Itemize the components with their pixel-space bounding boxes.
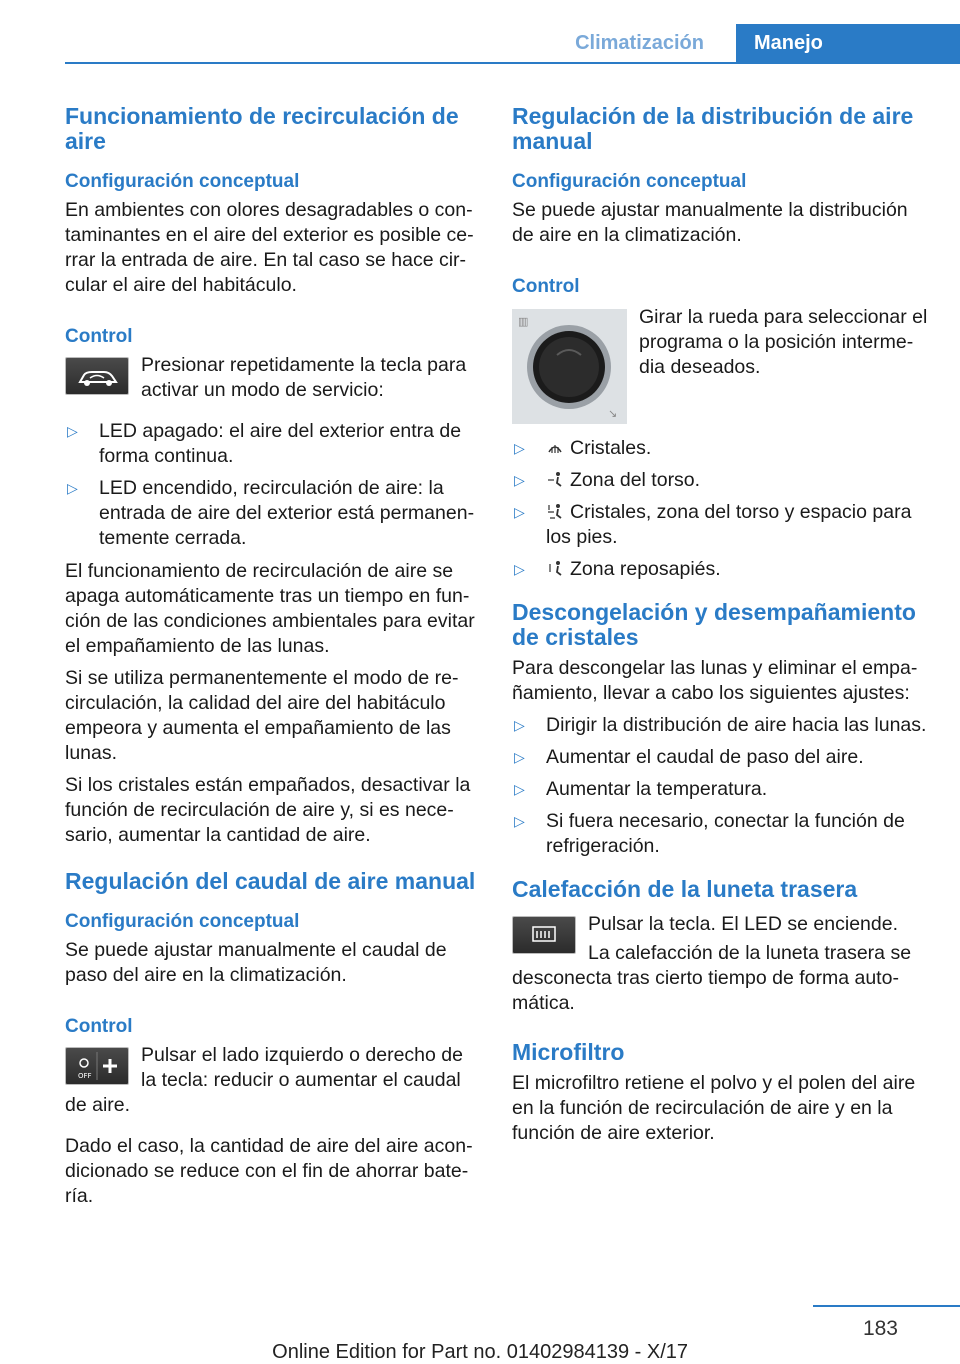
tab-manejo[interactable]: Manejo	[736, 24, 960, 62]
list-item: ▷ Zona reposapiés.	[514, 558, 721, 580]
subsection-concept: Configuración conceptual	[65, 171, 300, 192]
subsection-control: Control	[65, 1016, 133, 1037]
control-text: Presionar repetidamente la tecla para activar un modo de servicio:	[141, 354, 467, 401]
control-text: La calefacción de la luneta trasera se desconecta tras cierto tiempo de forma automática.	[512, 942, 912, 1014]
control-block	[512, 912, 932, 1020]
subsection-control: Control	[512, 276, 580, 297]
svg-text:OFF: OFF	[78, 1072, 92, 1080]
car-recirculation-icon	[66, 358, 128, 394]
svg-text:▥: ▥	[518, 315, 529, 328]
fan-button-image	[65, 1047, 129, 1085]
paragraph: Si se utiliza permanentemente el modo de recirculación, la calidad del aire del habitáculo empeora y aumenta el empañamiento de las lunas.	[65, 667, 459, 764]
paragraph: Para descongelar las lunas y eliminar el empañamiento, llevar a cabo los siguientes ajustes:	[512, 657, 918, 704]
header-bar	[65, 24, 960, 64]
torso-airflow-icon	[546, 471, 564, 489]
defrost-list	[512, 713, 932, 859]
distribution-list	[512, 436, 932, 582]
subsection-concept: Configuración conceptual	[512, 171, 747, 192]
triangle-bullet-icon: ▷	[67, 423, 78, 439]
control-text: Pulsar la tecla. El LED se enciende.	[588, 913, 899, 935]
paragraph: Se puede ajustar manualmente la distribución de aire en la climatización.	[512, 199, 908, 246]
paragraph: El funcionamiento de recirculación de aire se apaga automáticamente tras un tiempo en función de las condiciones ambientales para evitar el empañamiento de las lunas.	[65, 560, 475, 657]
control-block	[512, 305, 932, 424]
paragraph: Si los cristales están empañados, desactivar la función de recirculación de aire y, si es necesario, aumentar la cantidad de aire.	[65, 774, 471, 846]
section-title-distribution: Regulación de la distribución de aire manual	[512, 103, 914, 154]
windshield-icon	[546, 439, 564, 457]
rotary-knob-icon	[512, 309, 627, 424]
all-zones-airflow-icon	[546, 503, 564, 521]
paragraph: Dado el caso, la cantidad de aire del aire acondicionado se reduce con el fin de ahorrar batería.	[65, 1135, 473, 1207]
section-title-defrost: Descongelación y desempañamiento de cristales	[512, 599, 916, 650]
triangle-bullet-icon: ▷	[514, 813, 525, 829]
paragraph: Se puede ajustar manualmente el caudal de paso del aire en la climatización.	[65, 939, 447, 986]
triangle-bullet-icon: ▷	[67, 480, 78, 496]
subsection-concept: Configuración conceptual	[65, 911, 300, 932]
recirculation-button-image	[65, 357, 129, 395]
fan-icon	[66, 1048, 128, 1084]
triangle-bullet-icon: ▷	[514, 561, 525, 577]
control-text: Girar la rueda para seleccionar el programa o la posición intermedia deseados.	[639, 306, 928, 378]
distribution-knob-image	[512, 309, 627, 424]
list-item: ▷ Aumentar el caudal de paso del aire.	[514, 746, 864, 768]
footwell-airflow-icon	[546, 560, 564, 578]
triangle-bullet-icon: ▷	[514, 781, 525, 797]
control-block	[65, 1043, 483, 1122]
list-item: ▷ Dirigir la distribución de aire hacia las lunas.	[514, 714, 927, 736]
paragraph: El microfiltro retiene el polvo y el polen del aire en la función de recirculación de aire y en la función de aire exterior.	[512, 1072, 916, 1144]
left-column	[65, 104, 483, 1216]
subsection-control: Control	[65, 326, 133, 347]
triangle-bullet-icon: ▷	[514, 717, 525, 733]
section-title-airflow: Regulación del caudal de aire manual	[65, 868, 476, 894]
triangle-bullet-icon: ▷	[514, 440, 525, 456]
paragraph: En ambientes con olores desagradables o contaminantes en el aire del exterior es posible cerrar la entrada de aire. En tal caso se hace circular el aire del habitáculo.	[65, 199, 474, 296]
edition-note: Online Edition for Part no. 01402984139 - X/17	[272, 1341, 688, 1363]
control-block	[65, 353, 483, 407]
list-item: ▷ Zona del torso.	[514, 469, 701, 491]
tab-climatizacion[interactable]: Climatización	[575, 32, 704, 54]
list-item: ▷ Cristales.	[514, 437, 652, 459]
triangle-bullet-icon: ▷	[514, 472, 525, 488]
rear-defrost-icon	[513, 917, 575, 953]
control-text: Pulsar el lado izquierdo o derecho de la tecla: reducir o aumentar el caudal de aire.	[65, 1044, 463, 1116]
right-column	[512, 104, 932, 1153]
rear-defrost-button-image	[512, 916, 576, 954]
list-item: ▷ Cristales, zona del torso y espacio para los pies.	[514, 501, 912, 548]
page-number: 183	[862, 1317, 898, 1340]
section-title-recirculation: Funcionamiento de recirculación de aire	[65, 103, 459, 154]
list-item: ▷ Si fuera necesario, conectar la función de refrigeración.	[514, 810, 905, 857]
list-item: ▷ LED apagado: el aire del exterior entra de forma continua.	[67, 420, 462, 467]
triangle-bullet-icon: ▷	[514, 749, 525, 765]
section-title-microfilter: Microfiltro	[512, 1039, 625, 1065]
list-item: ▷ Aumentar la temperatura.	[514, 778, 768, 800]
triangle-bullet-icon: ▷	[514, 504, 525, 520]
section-title-rear-window: Calefacción de la luneta trasera	[512, 876, 858, 902]
led-list	[65, 419, 483, 551]
footer-rule	[813, 1305, 960, 1307]
svg-text:↘: ↘	[608, 407, 618, 420]
list-item: ▷ LED encendido, recirculación de aire: la entrada de aire del exterior está permanentemente cerrada.	[67, 477, 475, 549]
